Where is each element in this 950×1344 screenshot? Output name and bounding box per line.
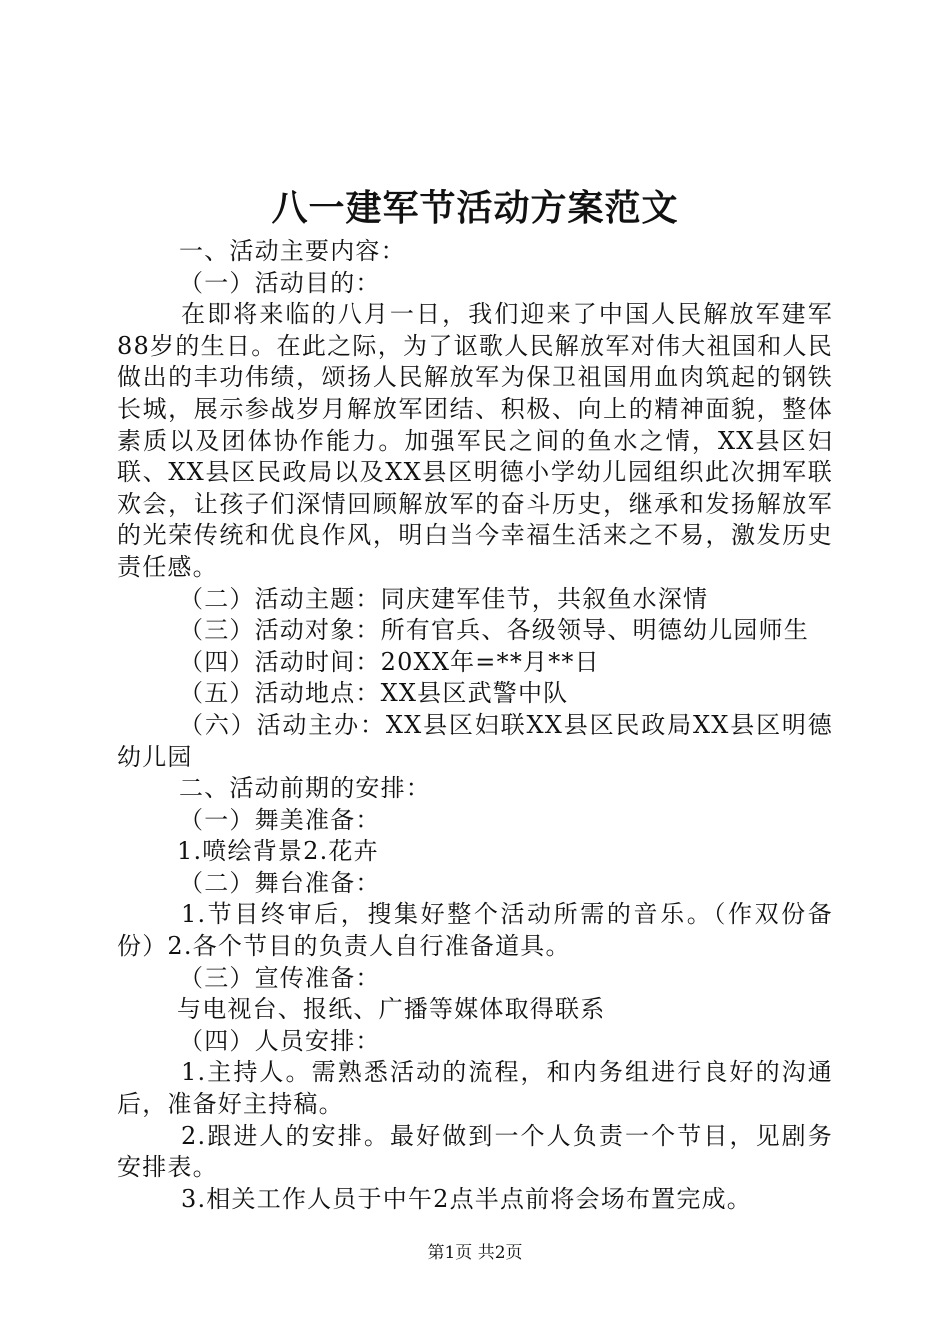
paragraph: 与电视台、报纸、广播等媒体取得联系 [177, 995, 606, 1024]
page-footer: 第1页 共2页 [427, 1243, 523, 1263]
subsection-heading: （一）活动目的： [179, 268, 381, 297]
list-item: （三）活动对象：所有官兵、各级领导、明德幼儿园师生 [179, 616, 809, 645]
section-heading: 二、活动前期的安排： [179, 774, 431, 803]
list-item: （六）活动主办：XX县区妇联XX县区民政局XX县区明德幼儿园 [117, 710, 833, 771]
paragraph: 1.主持人。需熟悉活动的流程，和内务组进行良好的沟通后，准备好主持稿。 [117, 1058, 833, 1119]
subsection-heading: （三）宣传准备： [179, 963, 381, 992]
paragraph: 1.节目终审后，搜集好整个活动所需的音乐。（作双份备份）2.各个节目的负责人自行准备道具。 [117, 900, 833, 961]
list-item: （二）活动主题：同庆建军佳节，共叙鱼水深情 [179, 584, 709, 613]
list-item: （四）活动时间：20XX年=**月**日 [179, 647, 600, 676]
paragraph: 3.相关工作人员于中午2点半点前将会场布置完成。 [181, 1184, 752, 1213]
paragraph: 2.跟进人的安排。最好做到一个人负责一个节目，见剧务安排表。 [117, 1121, 833, 1182]
subsection-heading: （四）人员安排： [179, 1026, 381, 1055]
paragraph: 1.喷绘背景2.花卉 [177, 837, 379, 866]
list-item: （五）活动地点：XX县区武警中队 [179, 679, 569, 708]
section-heading: 一、活动主要内容： [179, 237, 406, 265]
paragraph: 在即将来临的八月一日，我们迎来了中国人民解放军建军88岁的生日。在此之际，为了讴歌人民解放军对伟大祖国和人民做出的丰功伟绩，颂扬人民解放军为保卫祖国用血肉筑起的钢铁长城，展示参战岁月解放军团结、积极、向上的精神面貌，整体素质以及团体协作能力。加强军民之间的鱼水之情，XX县区妇联、XX县区民政局以及XX县区明德小学幼儿园组织此次拥军联欢会，让孩子们深情回顾解放军的奋斗历史，继承和发扬解放军的光荣传统和优良作风，明白当今幸福生活来之不易，激发历史责任感。 [117, 300, 833, 581]
document-title: 八一建军节活动方案范文 [271, 187, 679, 229]
subsection-heading: （一）舞美准备： [179, 805, 381, 834]
document-body [117, 236, 833, 1215]
subsection-heading: （二）舞台准备： [179, 868, 381, 897]
